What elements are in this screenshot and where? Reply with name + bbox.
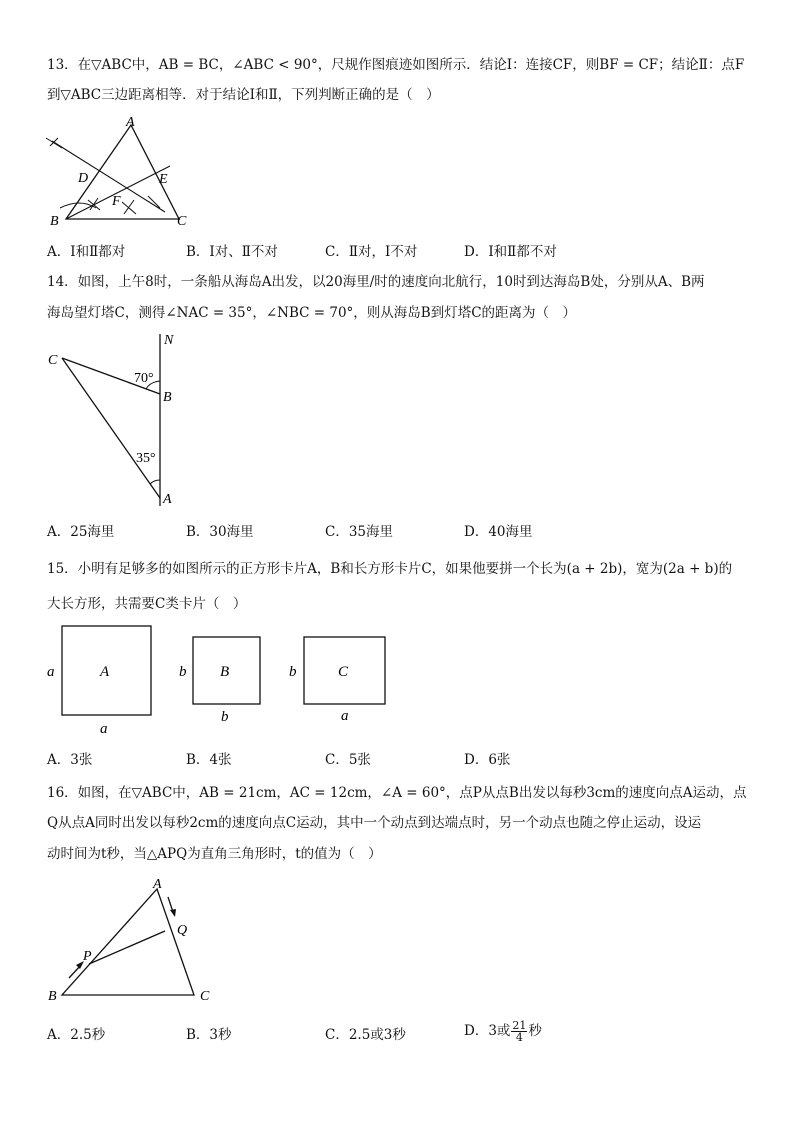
q16-option-b[interactable]: B．3秒: [186, 1027, 232, 1043]
q13-option-d[interactable]: D．Ⅰ和Ⅱ都不对: [464, 244, 557, 260]
q16-label-c: C: [200, 989, 210, 1004]
q14-option-c[interactable]: C．35海里: [325, 524, 394, 540]
q13-label-c: C: [177, 214, 187, 229]
q15-stem-line-2: 大长方形，共需要C类卡片（ ）: [47, 596, 247, 612]
q13-arc-1: [46, 138, 62, 148]
card-c-bottom-label: a: [341, 708, 349, 724]
q16-stem-line-1: 16．如图，在▽ABC中，AB = 21cm，AC = 12cm，∠A = 60°，点P从点B出发以每秒3cm的速度向点A运动，点: [47, 785, 747, 801]
q14-option-a[interactable]: A．25海里: [47, 524, 115, 540]
q16-triangle: [62, 889, 194, 995]
q13-label-f: F: [112, 194, 121, 209]
fraction-denominator: 4: [515, 1031, 523, 1044]
q15-option-a[interactable]: A．3张: [47, 752, 93, 768]
q13-arc-3: [122, 200, 136, 214]
q14-angle-70: 70°: [134, 371, 154, 386]
q13-stem-line-2: 到▽ABC三边距离相等．对于结论Ⅰ和Ⅱ，下列判断正确的是（ ）: [47, 87, 440, 103]
card-c-side-label: b: [289, 664, 297, 680]
q16-option-d-text: D．3或: [464, 1023, 511, 1039]
q15-option-c[interactable]: C．5张: [325, 752, 371, 768]
q16-option-c[interactable]: C．2.5或3秒: [325, 1027, 406, 1043]
q15-cards-figure: [40, 620, 400, 740]
q16-arrowhead-q: [170, 909, 176, 917]
q14-stem-line-1: 14．如图，上午8时，一条船从海岛A出发，以20海里/时的速度向北航行，10时到达海岛B处，分别从A、B两: [47, 274, 705, 290]
card-b-bottom-label: b: [221, 709, 229, 725]
q14-angle-arc-a: [150, 480, 160, 484]
q16-stem-line-3: 动时间为t秒，当△APQ为直角三角形时，t的值为（ ）: [47, 846, 382, 862]
q13-option-b[interactable]: B．Ⅰ对、Ⅱ不对: [186, 244, 278, 260]
q14-figure: [40, 328, 190, 513]
q16-label-b: B: [48, 989, 57, 1004]
q16-option-a[interactable]: A．2.5秒: [47, 1027, 106, 1043]
fraction-numerator: 21: [512, 1019, 527, 1032]
q14-label-n: N: [164, 333, 174, 348]
q14-label-c: C: [48, 353, 58, 368]
q13-label-e: E: [159, 172, 168, 187]
q16-stem-line-2: Q从点A同时出发以每秒2cm的速度向点C运动，其中一个动点到达端点时，另一个动点也随之停止运动，设运: [47, 815, 702, 831]
q16-option-d[interactable]: [464, 1020, 542, 1043]
card-a-side-label: a: [47, 664, 55, 680]
q13-arc-2: [88, 198, 100, 210]
q13-option-c[interactable]: C．Ⅱ对，Ⅰ不对: [325, 244, 418, 260]
q13-bisector-line: [52, 141, 165, 212]
card-c-name: C: [338, 664, 349, 680]
q14-label-a: A: [163, 492, 172, 507]
q13-arc-b: [60, 203, 96, 208]
q16-option-d-fraction: [511, 1020, 527, 1043]
q16-figure: [40, 872, 230, 1007]
q13-label-d: D: [78, 171, 89, 186]
q16-label-p: P: [83, 949, 92, 964]
q16-option-d-unit: 秒: [528, 1023, 542, 1039]
q15-stem-line-1: 15．小明有足够多的如图所示的正方形卡片A，B和长方形卡片C，如果他要拼一个长为(a + 2b)，宽为(2a + b)的: [47, 561, 733, 577]
card-b-name: B: [220, 664, 230, 680]
q16-label-a: A: [153, 877, 162, 892]
card-a-name: A: [100, 664, 110, 680]
q13-label-a: A: [126, 115, 135, 130]
q15-option-d[interactable]: D．6张: [464, 752, 511, 768]
q14-angle-35: 35°: [136, 451, 156, 466]
q14-option-b[interactable]: B．30海里: [186, 524, 254, 540]
q13-stem-line-1: 13．在▽ABC中，AB = BC，∠ABC < 90°，尺规作图痕迹如图所示．结论Ⅰ：连接CF，则BF = CF；结论Ⅱ：点F: [47, 57, 745, 73]
q13-label-b: B: [50, 214, 59, 229]
q16-segment-pq: [89, 931, 165, 964]
q15-option-b[interactable]: B．4张: [186, 752, 232, 768]
card-a-bottom-label: a: [100, 721, 108, 737]
q14-stem-line-2: 海岛望灯塔C，测得∠NAC = 35°，∠NBC = 70°，则从海岛B到灯塔C的距离为（ ）: [47, 305, 577, 321]
card-b-side-label: b: [179, 664, 187, 680]
q16-label-q: Q: [177, 923, 188, 938]
q14-label-b: B: [163, 390, 172, 405]
q14-option-d[interactable]: D．40海里: [464, 524, 533, 540]
q13-option-a[interactable]: A．Ⅰ和Ⅱ都对: [47, 244, 126, 260]
q13-figure: [40, 112, 200, 232]
